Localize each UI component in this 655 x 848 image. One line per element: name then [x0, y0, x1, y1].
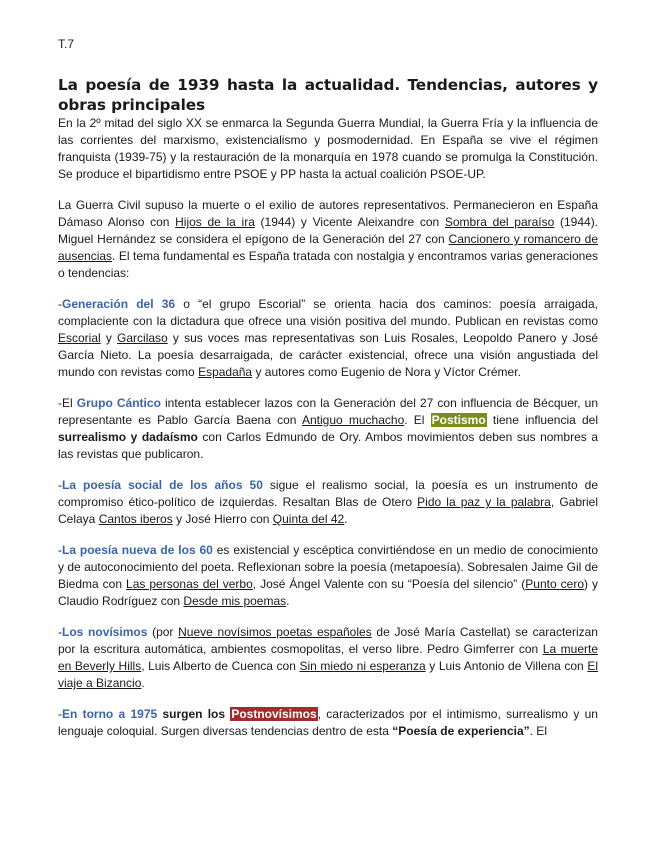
work-title: Nueve novísimos poetas españoles [178, 625, 372, 639]
document-page [58, 36, 598, 740]
work-title: Cancionero y romancero de ausencias [58, 232, 599, 263]
work-title: Desde mis poemas [183, 594, 287, 608]
work-title: Garcilaso [117, 331, 168, 345]
highlight-postismo: Postismo [431, 413, 486, 427]
work-title: Las personas del verbo [126, 577, 253, 591]
section-heading: En torno a 1975 [62, 707, 158, 721]
section-heading: Generación del 36 [62, 297, 176, 311]
work-title: Espadaña [198, 365, 253, 379]
work-title: Punto cero [525, 577, 584, 591]
paragraph-poesia-nueva: -La poesía nueva de los 60 es existencial y escéptica convirtiéndose en un medio de conocimiento y de autoconocimiento del poeta. Reflexionan sobre la poesía (metapoesía). Sobresalen Jaime Gil de Biedma con Las personas del verbo, José Ángel Valente con su “Poesía del silencio” (Punto cero) y Claudio Rodríguez con Desde mis poemas. [58, 543, 598, 608]
bold-term: “Poesía de experiencia” [392, 724, 530, 738]
section-heading: Grupo Cántico [76, 396, 161, 410]
paragraph-context: En la 2º mitad del siglo XX se enmarca la Segunda Guerra Mundial, la Guerra Fría y la influencia de las corrientes del marxismo, existencialismo y posmodernidad. En España se vive el régimen franquista (1939-75) y la restauración de la monarquía en 1978 cuando se promulga la Constitución. Se produce el bipartidismo entre PSOE y PP hasta la actual coalición PSOE-UP. [58, 116, 598, 181]
section-heading: La poesía social de los años 50 [62, 478, 263, 492]
doc-label: T.7 [58, 37, 75, 51]
paragraph-grupo-cantico: -El Grupo Cántico intenta establecer lazos con la Generación del 27 con influencia de Bécquer, un representante es Pablo García Baena con Antiguo muchacho. El Postismo tiene influencia del surrealismo y dadaísmo con Carlos Edmundo de Ory. Ambos movimientos deben sus nombres a las revistas que publicaron. [58, 396, 599, 461]
work-title: El viaje a Bizancio [58, 659, 598, 690]
work-title: Escorial [58, 331, 101, 345]
work-title: Cantos iberos [98, 512, 173, 526]
highlight-postnovisimos: Postnovísimos [231, 707, 317, 721]
section-heading: La poesía nueva de los 60 [62, 543, 213, 557]
work-title: Quinta del 42 [272, 512, 345, 526]
paragraph-civil-war: La Guerra Civil supuso la muerte o el exilio de autores representativos. Permanecieron en España Dámaso Alonso con Hijos de la ira (1944) y Vicente Aleixandre con Sombra del paraíso (1944). Miguel Hernández se considera el epígono de la Generación del 27 con Cancionero y romancero de ausencias. El tema fundamental es España tratada con nostalgia y encontramos varias generaciones o tendencias: [58, 198, 599, 280]
paragraph-postnovisimos: -En torno a 1975 surgen los Postnovísimos, caracterizados por el intimismo, surrealismo y un lenguaje coloquial. Surgen diversas tendencias dentro de esta “Poesía de experiencia”. El [58, 707, 598, 738]
paragraph-novisimos: -Los novísimos (por Nueve novísimos poetas españoles de José María Castellat) se caracterizan por la escritura automática, ambientes cosmopolitas, el verso libre. Pedro Gimferrer con La muerte en Beverly Hills, Luis Alberto de Cuenca con Sin miedo ni esperanza y Luis Antonio de Villena con El viaje a Bizancio. [58, 625, 599, 690]
paragraph-poesia-social: -La poesía social de los años 50 sigue el realismo social, la poesía es un instrumento de compromiso ético-político de izquierdas. Resaltan Blas de Otero Pido la paz y la palabra, Gabriel Celaya Cantos iberos y José Hierro con Quinta del 42. [58, 478, 598, 526]
page-title: La poesía de 1939 hasta la actualidad. Tendencias, autores y obras principales [58, 76, 598, 114]
bold-term: surgen los [157, 707, 231, 721]
section-heading: Los novísimos [62, 625, 148, 639]
work-title: Sombra del paraíso [444, 215, 555, 229]
paragraph-generacion-36: -Generación del 36 o “el grupo Escorial” se orienta hacia dos caminos: poesía arraigada, complaciente con la dictadura que ofrece una visión positiva del mundo. Publican en revistas como Escorial y Garcilaso y sus voces mas representativas son Luis Rosales, Leopoldo Panero y José García Nieto. La poesía desarraigada, de carácter existencial, ofrece una visión angustiada del mundo con revistas como Espadaña y autores como Eugenio de Nora y Víctor Crémer. [58, 297, 599, 379]
bold-term: surrealismo y dadaísmo [58, 430, 198, 444]
work-title: Hijos de la ira [175, 215, 255, 229]
work-title: Pido la paz y la palabra [417, 495, 551, 509]
work-title: Antiguo muchacho [301, 413, 405, 427]
work-title: Sin miedo ni esperanza [299, 659, 426, 673]
work-title: La muerte en Beverly Hills [58, 642, 599, 673]
